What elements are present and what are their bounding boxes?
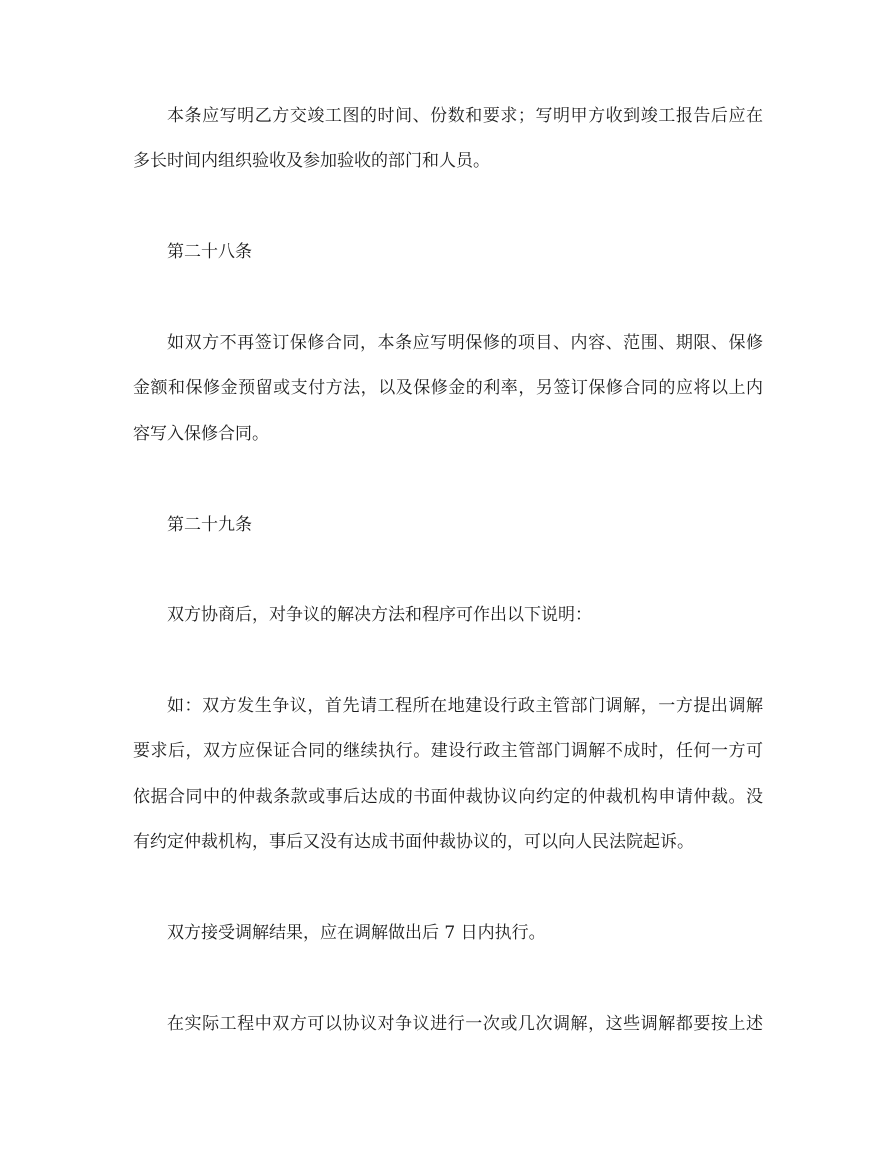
paragraph-completion-requirements bbox=[133, 94, 763, 185]
text-line: 双方接受调解结果，应在调解做出后 7 日内执行。 bbox=[167, 923, 546, 944]
document-body bbox=[133, 94, 763, 1093]
text-line: 依据合同中的仲裁条款或事后达成的书面仲裁协议向约定的仲裁机构申请仲裁。没 bbox=[133, 786, 763, 807]
text-line: 要求后，双方应保证合同的继续执行。建设行政主管部门调解不成时，任何一方可 bbox=[133, 741, 763, 762]
text-line: 本条应写明乙方交竣工图的时间、份数和要求；写明甲方收到竣工报告后应在 bbox=[167, 106, 763, 126]
text-line: 如双方不再签订保修合同，本条应写明保修的项目、内容、范围、期限、保修 bbox=[167, 332, 763, 353]
text-line: 金额和保修金预留或支付方法，以及保修金的利率，另签订保修合同的应将以上内 bbox=[133, 378, 763, 399]
article-heading-29 bbox=[133, 503, 763, 548]
article-heading: 第二十九条 bbox=[167, 514, 252, 535]
paragraph-dispute-example bbox=[133, 684, 763, 866]
text-line: 容写入保修合同。 bbox=[133, 423, 269, 444]
paragraph-mediation-practice bbox=[133, 1002, 763, 1047]
text-line: 在实际工程中双方可以协议对争议进行一次或几次调解，这些调解都要按上述 bbox=[167, 1013, 763, 1034]
article-heading: 第二十八条 bbox=[167, 242, 252, 263]
text-line: 双方协商后，对争议的解决方法和程序可作出以下说明： bbox=[167, 605, 592, 626]
paragraph-warranty bbox=[133, 321, 763, 457]
text-line: 多长时间内组织验收及参加验收的部门和人员。 bbox=[133, 151, 490, 172]
text-line: 有约定仲裁机构，事后又没有达成书面仲裁协议的，可以向人民法院起诉。 bbox=[133, 832, 694, 853]
article-heading-28 bbox=[133, 230, 763, 275]
text-line: 如：双方发生争议，首先请工程所在地建设行政主管部门调解，一方提出调解 bbox=[167, 696, 763, 717]
paragraph-dispute-intro bbox=[133, 593, 763, 638]
paragraph-mediation-result bbox=[133, 911, 763, 956]
